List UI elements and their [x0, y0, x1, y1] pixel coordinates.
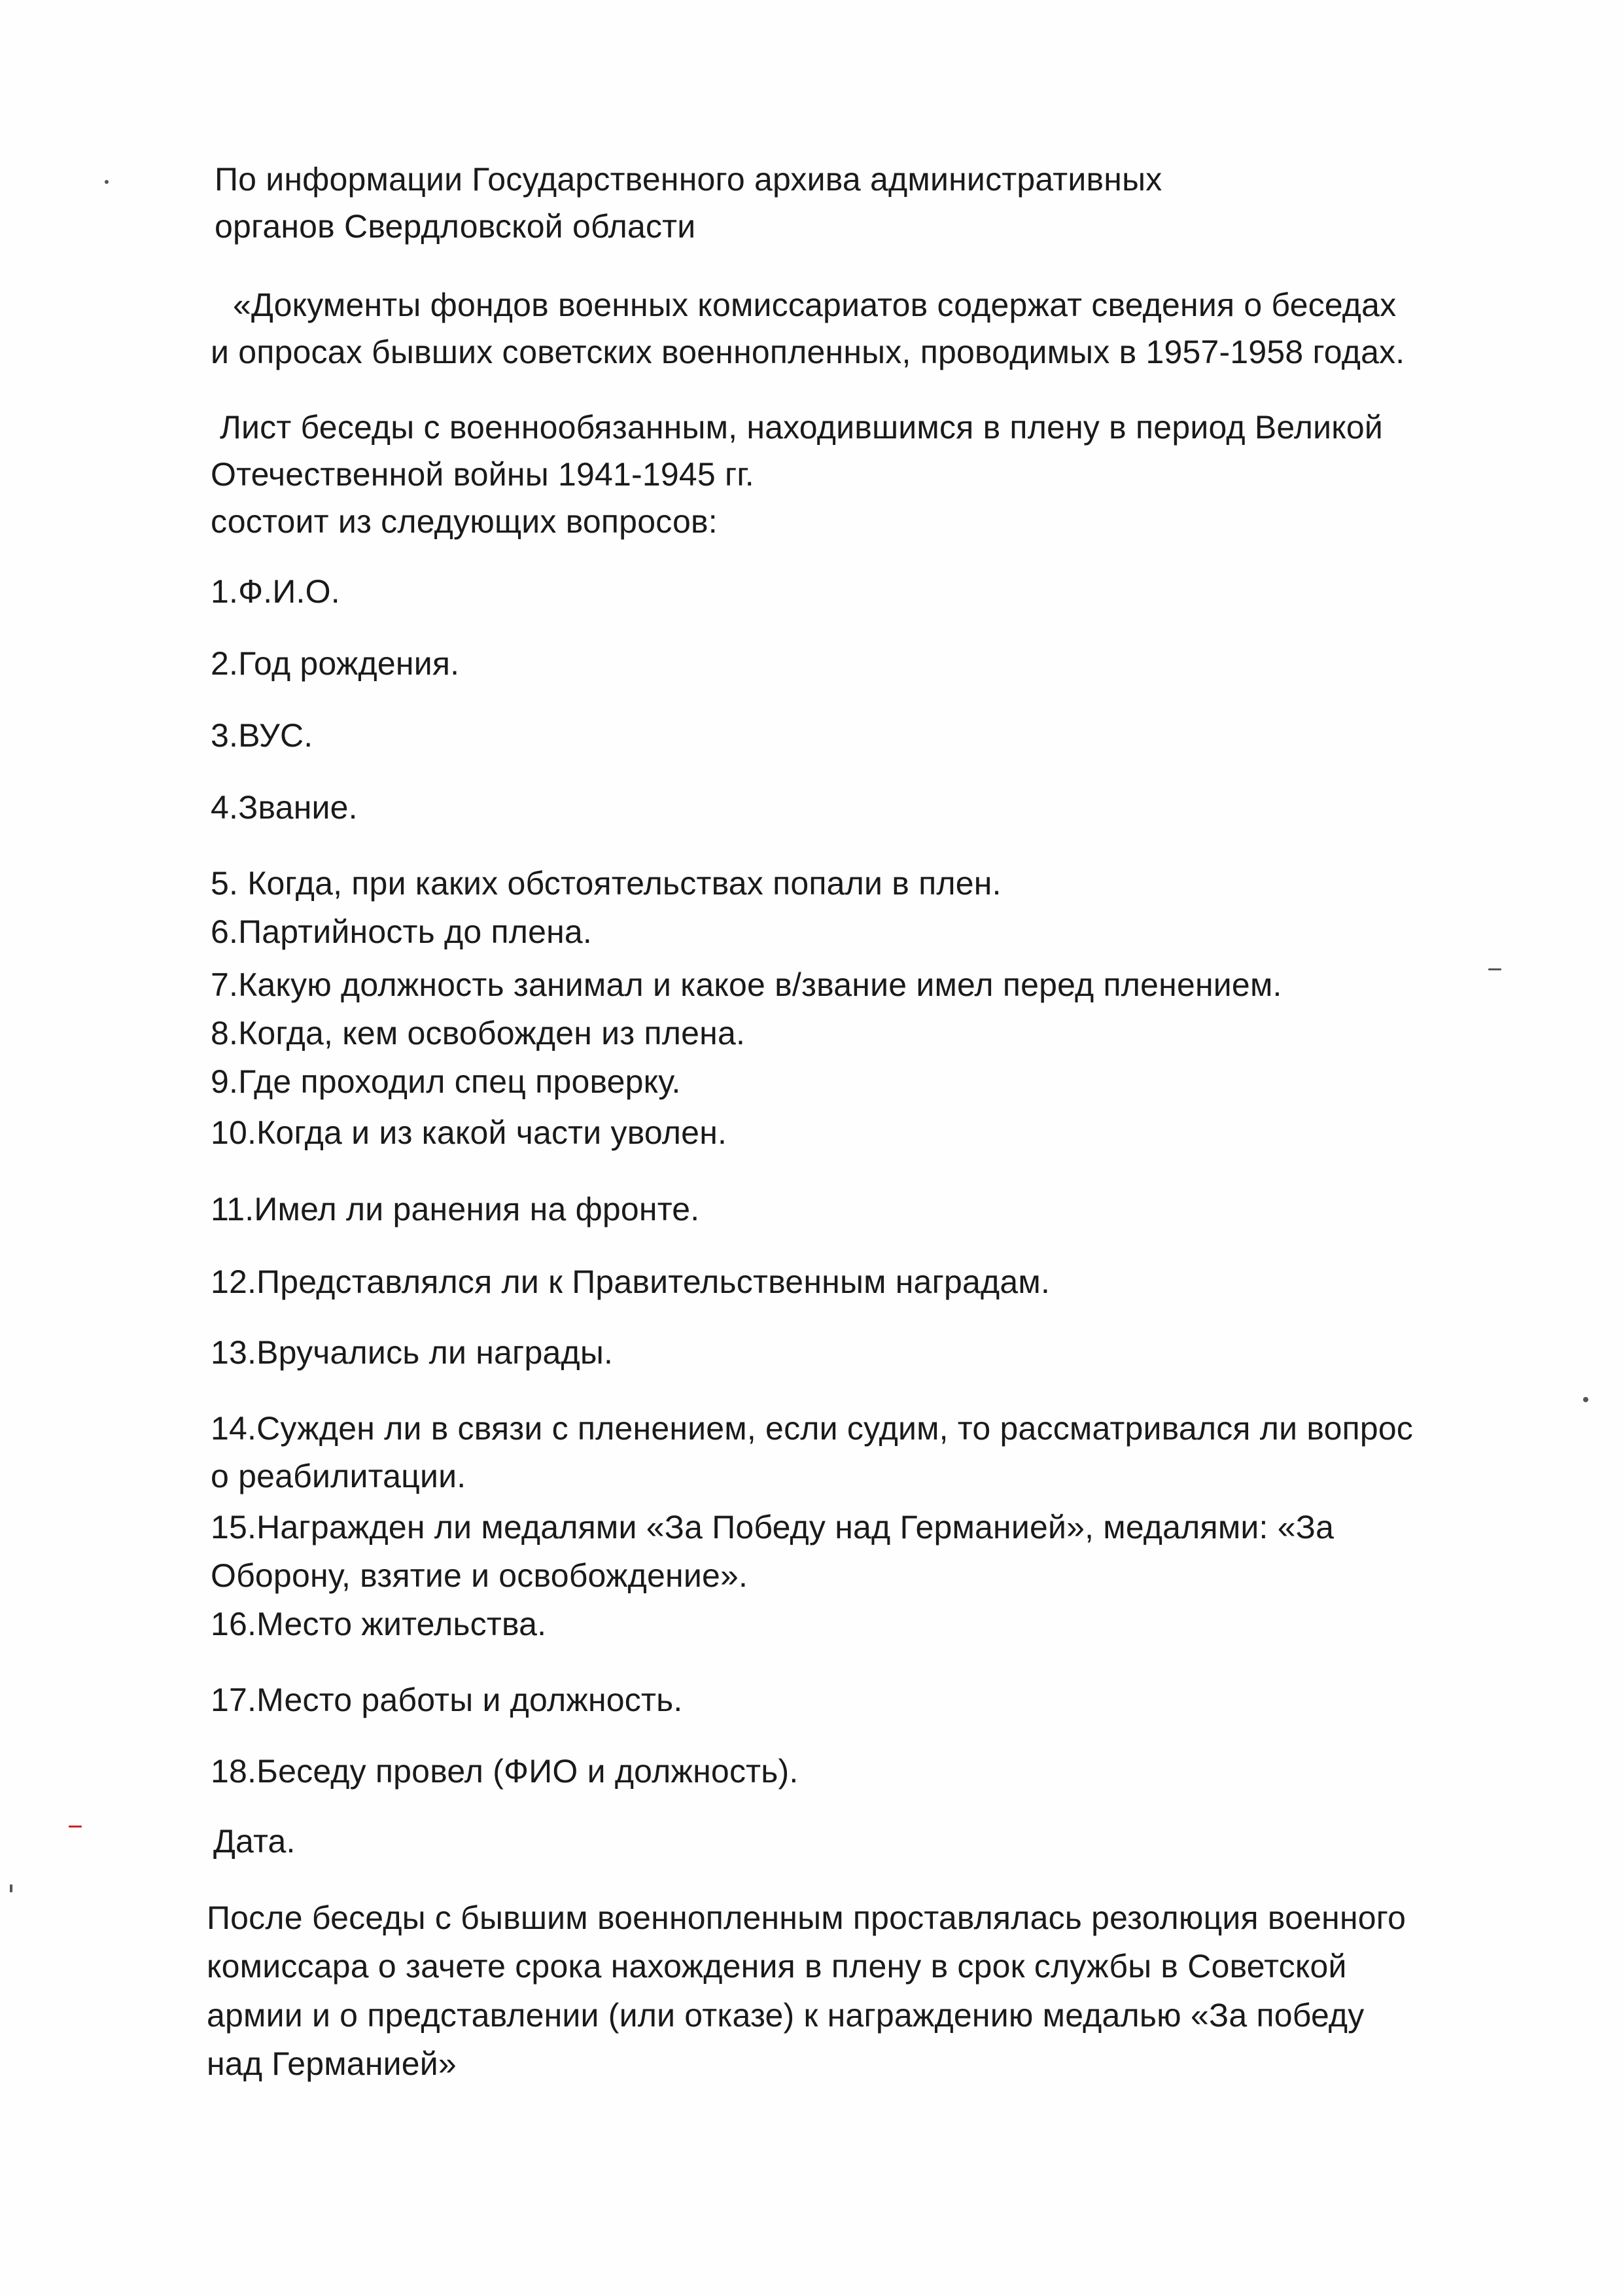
- conclusion-line-2: комиссара о зачете срока нахождения в плену в срок службы в Советской: [207, 1948, 1347, 1985]
- conclusion-line-1: После беседы с бывшим военнопленным проставлялась резолюция военного: [207, 1899, 1406, 1936]
- header-line-2: органов Свердловской области: [215, 208, 696, 245]
- list-item: 2.Год рождения.: [211, 645, 460, 682]
- list-item: 10.Когда и из какой части уволен.: [211, 1114, 727, 1151]
- conclusion-line-4: над Германией»: [207, 2045, 457, 2082]
- intro-line-2: и опросах бывших советских военнопленных, проводимых в 1957-1958 годах.: [211, 334, 1405, 370]
- list-item: 3.ВУС.: [211, 717, 313, 754]
- scan-speck: [1488, 968, 1501, 970]
- list-item: 7.Какую должность занимал и какое в/звание имел перед пленением.: [211, 966, 1282, 1003]
- scan-speck: [1583, 1397, 1588, 1402]
- list-item: 15.Награжден ли медалями «За Победу над Германией», медалями: «За: [211, 1509, 1335, 1545]
- list-item: 12.Представлялся ли к Правительственным наградам.: [211, 1263, 1051, 1300]
- header-line-1: По информации Государственного архива административных: [215, 161, 1162, 198]
- list-item: 1.Ф.И.О.: [211, 573, 340, 610]
- sheet-line-3: состоит из следующих вопросов:: [211, 503, 718, 540]
- intro-line-1: «Документы фондов военных комиссариатов содержат сведения о беседах: [233, 287, 1397, 323]
- list-item: 5. Когда, при каких обстоятельствах попали в плен.: [211, 865, 1002, 902]
- list-item: 8.Когда, кем освобожден из плена.: [211, 1015, 746, 1051]
- list-item: 11.Имел ли ранения на фронте.: [211, 1191, 700, 1227]
- list-item: 18.Беседу провел (ФИО и должность).: [211, 1753, 799, 1790]
- list-item: Оборону, взятие и освобождение».: [211, 1557, 748, 1594]
- scan-speck: [69, 1826, 82, 1828]
- list-item: 6.Партийность до плена.: [211, 913, 593, 950]
- conclusion-line-3: армии и о представлении (или отказе) к награждению медалью «За победу: [207, 1997, 1365, 2034]
- list-item: 13.Вручались ли награды.: [211, 1334, 614, 1371]
- list-item: 16.Место жительства.: [211, 1606, 547, 1642]
- scan-speck: [105, 180, 109, 184]
- list-item: 17.Место работы и должность.: [211, 1682, 683, 1718]
- sheet-line-1: Лист беседы с военнообязанным, находившимся в плену в период Великой: [220, 409, 1384, 446]
- scan-speck: [10, 1884, 12, 1892]
- list-item: 4.Звание.: [211, 789, 358, 826]
- list-item: о реабилитации.: [211, 1458, 466, 1494]
- sheet-line-2: Отечественной войны 1941-1945 гг.: [211, 456, 754, 493]
- date-label: Дата.: [213, 1823, 296, 1860]
- list-item: 9.Где проходил спец проверку.: [211, 1063, 681, 1100]
- list-item: 14.Сужден ли в связи с пленением, если судим, то рассматривался ли вопрос: [211, 1410, 1414, 1447]
